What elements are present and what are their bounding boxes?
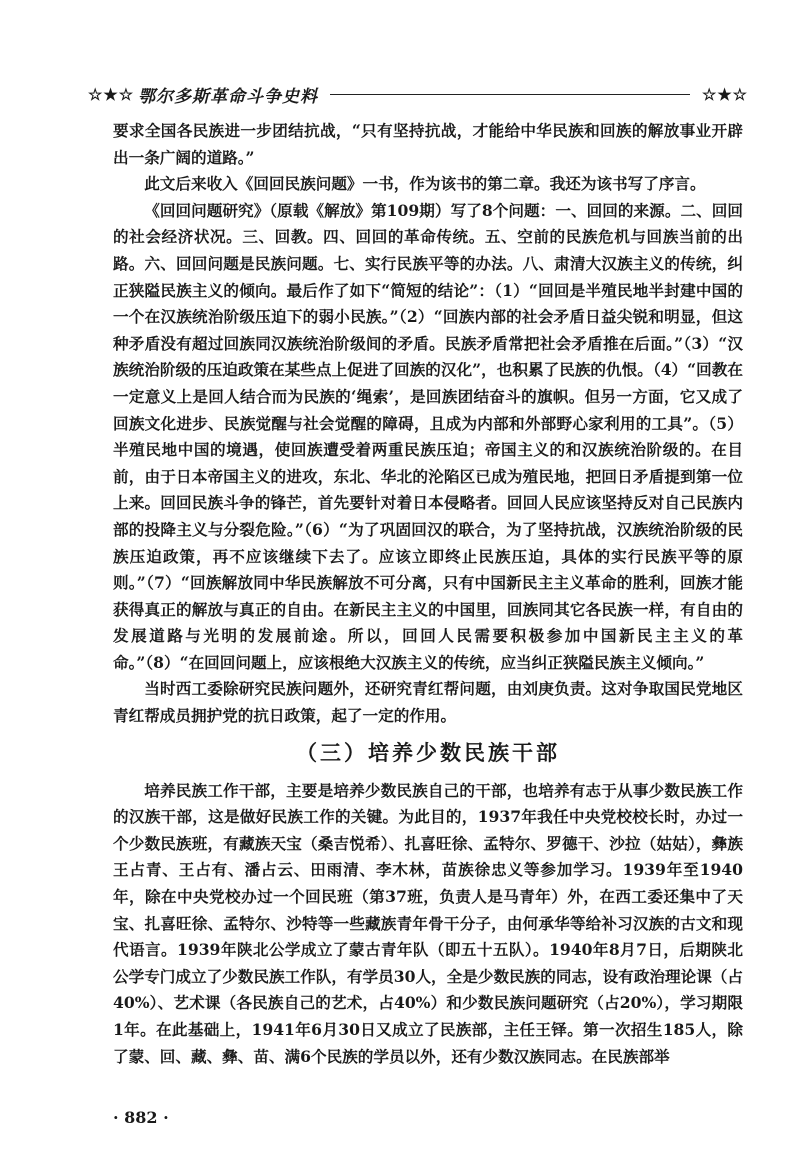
paragraph: 当时西工委除研究民族问题外，还研究青红帮问题，由刘庚负责。这对争取国民党地区青红帮成员拥护党的抗日政策，起了一定的作用。: [113, 679, 743, 726]
stars-ornament-left: ☆★☆: [88, 84, 135, 104]
header-rule: [330, 94, 690, 95]
paragraph-continued: 要求全国各民族进一步团结抗战，“只有坚持抗战，才能给中华民族和回族的解放事业开辟出一条广阔的道路。”: [113, 121, 743, 167]
page-number: · 882 ·: [113, 1108, 169, 1127]
paragraph: 此文后来收入《回回民族问题》一书，作为该书的第二章。我还为该书写了序言。: [144, 174, 706, 194]
section-heading: （三）培养少数民族干部: [296, 739, 560, 765]
paragraph: 培养民族工作干部，主要是培养少数民族自己的干部，也培养有志于从事少数民族工作的汉族干部，这是做好民族工作的关键。为此目的，1937年我任中央党校校长时，办过一个少数民族班，有藏族天宝（桑吉悦希）、扎喜旺徐、孟特尔、罗德干、沙拉（姑姑），彝族王占青、王占有、潘占云、田雨清、李木林，苗族徐忠义等参加学习。1939年至1940年，除在中央党校办过一个回民班（第37班，负责人是马青年）外，在西工委还集中了天宝、扎喜旺徐、孟特尔、沙特等一些藏族青年骨干分子，由何承华等给补习汉族的古文和现代语言。1939年陕北公学成立了蒙古青年队（即五十五队）。1940年8月7日，后期陕北公学专门成立了少数民族工作队，有学员30人，全是少数民族的同志，设有政治理论课（占40%）、艺术课（各民族自己的艺术，占40%）和少数民族问题研究（占20%），学习期限1年。在此基础上，1941年6月30日又成立了民族部，主任王铎。第一次招生185人，除了蒙、回、藏、彝、苗、满6个民族的学员以外，还有少数汉族同志。在民族部举: [113, 780, 743, 1066]
stars-ornament-right: ☆★☆: [701, 84, 748, 104]
series-title: 鄂尔多斯革命斗争史料: [138, 86, 319, 107]
body-text: [113, 118, 743, 1070]
running-header: [88, 82, 748, 106]
paragraph: 《回回问题研究》（原载《解放》第109期）写了8个问题：一、回回的来源。二、回回的社会经济状况。三、回教。四、回回的革命传统。五、空前的民族危机与回族当前的出路。六、回回问题是民族问题。七、实行民族平等的办法。八、肃清大汉族主义的传统，纠正狭隘民族主义的倾向。最后作了如下“简短的结论”：（1）“回回是半殖民地半封建中国的一个在汉族统治阶级压迫下的弱小民族。”（2）“回族内部的社会矛盾日益尖锐和明显，但这种矛盾没有超过回族同汉族统治阶级间的矛盾。民族矛盾常把社会矛盾推在后面。”（3）“汉族统治阶级的压迫政策在某些点上促进了回族的汉化”，也积累了民族的仇恨。（4）“回教在一定意义上是回人结合而为民族的‘绳索’，是回族团结奋斗的旗帜。但另一方面，它又成了回族文化进步、民族觉醒与社会觉醒的障碍，且成为内部和外部野心家利用的工具”。（5）半殖民地中国的境遇，使回族遭受着两重民族压迫；帝国主义的和汉族统治阶级的。在目前，由于日本帝国主义的进攻，东北、华北的沦陷区已成为殖民地，把回日矛盾提到第一位上来。回回民族斗争的锋芒，首先要针对着日本侵略者。回回人民应该坚持反对自己民族内部的投降主义与分裂危险。”（6）“为了巩固回汉的联合，为了坚持抗战，汉族统治阶级的民族压迫政策，再不应该继续下去了。应该立即终止民族压迫，具体的实行民族平等的原则。”（7）“回族解放同中华民族解放不可分离，只有中国新民主主义革命的胜利，回族才能获得真正的解放与真正的自由。在新民主主义的中国里，回族同其它各民族一样，有自由的发展道路与光明的发展前途。所以，回回人民需要积极参加中国新民主主义的革命。”（8）“在回回问题上，应该根绝大汉族主义的传统，应当纠正狭隘民族主义倾向。”: [113, 200, 743, 672]
